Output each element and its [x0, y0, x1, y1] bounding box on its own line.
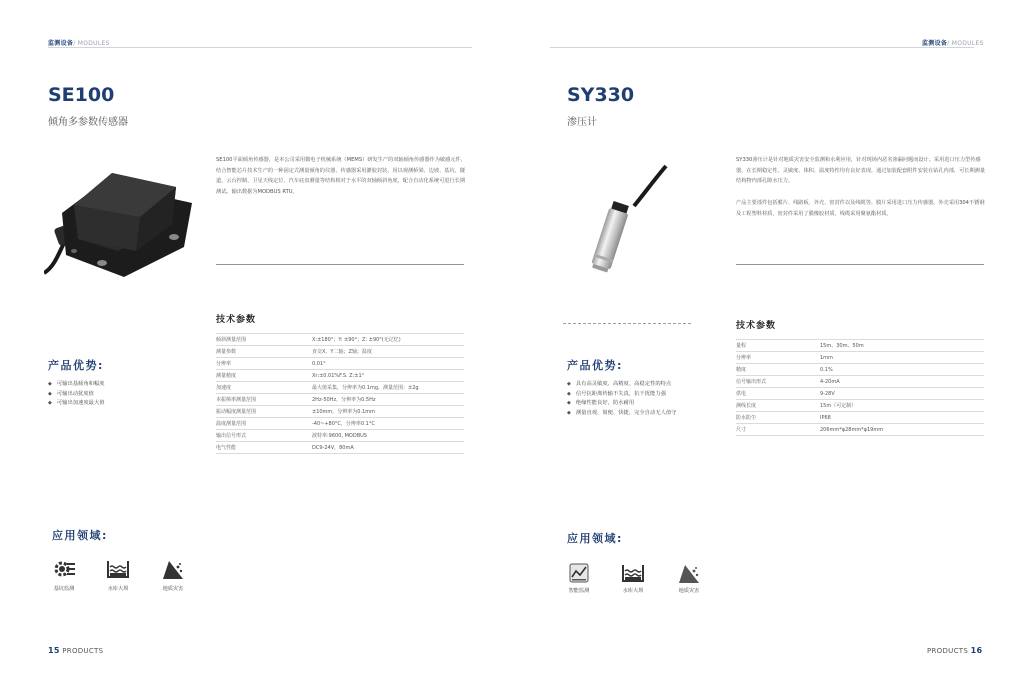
- spec-value: 15m、30m、50m: [820, 343, 864, 349]
- app-label: 地质灾害: [678, 588, 700, 594]
- app-label: 地质灾害: [162, 586, 184, 592]
- list-item: ◆ 可输出加速度最大值: [48, 399, 105, 409]
- dashed-divider: [563, 323, 691, 324]
- spec-value: 1mm: [820, 354, 833, 361]
- right-product-title: SY330: [567, 84, 635, 106]
- table-row: [736, 364, 984, 376]
- table-row: [216, 370, 464, 382]
- spec-label: 测量参数: [216, 349, 237, 355]
- left-spec-table: [216, 333, 464, 454]
- right-footer-word: PRODUCTS: [927, 647, 969, 655]
- left-advantages-list: [48, 380, 105, 409]
- spec-value: ±10mm，分辨率为0.1mm: [312, 409, 375, 415]
- spec-value: IP68: [820, 414, 831, 421]
- spec-value: 0.1%: [820, 366, 833, 373]
- right-header-strong: 监测设备: [922, 40, 948, 47]
- spec-value: -40~+80°C，分辨率0.1°C: [312, 421, 375, 427]
- right-applications-title: 应用领域:: [567, 532, 623, 545]
- left-description: SE100平面倾角传感器，是本公司采用微电子机械系统（MEMS）研发生产的双轴倾角传感器作为敏感元件，结合智能芯片技术生产的一种固定式测量倾角的仪器，传感器采用灌胶封装，用以观测桥梁、边坡、基坑、隧道、云台控制、卫星天线定位、汽车底盘测量等结构相对于水平的双轴倾斜角度，配合自动化系统可进行长期测试。输出数据为MODBUS RTU。: [216, 157, 466, 195]
- left-page-number: 15: [48, 646, 60, 655]
- table-row: [216, 358, 464, 370]
- right-spec-table: [736, 339, 984, 436]
- right-advantages-list: [567, 380, 677, 418]
- left-applications-title: 应用领域:: [52, 529, 108, 542]
- table-row: [216, 382, 464, 394]
- list-item: ◆ 具有高灵敏度、高精度、高稳定性的特点: [567, 380, 677, 390]
- spec-label: 尺寸: [736, 427, 747, 433]
- spec-label: 温度测量范围: [216, 421, 247, 427]
- spec-label: 加速度: [216, 385, 232, 391]
- app-label: 水库大坝: [107, 586, 129, 592]
- left-specs-title: 技术参数: [216, 315, 257, 325]
- table-row: [216, 394, 464, 406]
- spec-value: 206mm*φ28mm*φ19mm: [820, 426, 884, 433]
- right-description-2: 产品主要部件包括膜片、线路板、外壳、密封件以及线缆等。膜片采用进口压力传感器，外壳采用304不锈钢及工程塑料材质，密封件采用了膜橡胶材质，线缆采用聚氨酯材质。: [736, 200, 985, 217]
- spec-label: 倾斜测量范围: [216, 337, 247, 343]
- left-desc-separator: [216, 264, 464, 265]
- list-item: ◆ 绝缘性能良好，防水耐用: [567, 399, 677, 409]
- table-row: [736, 400, 984, 412]
- spec-label: 分辨率: [216, 361, 232, 367]
- right-header-rule: [550, 47, 974, 48]
- spec-label: 本振频率测量范围: [216, 397, 257, 403]
- table-row: [216, 334, 464, 346]
- right-desc-separator: [736, 264, 984, 265]
- table-row: [736, 352, 984, 364]
- spec-label: 量程: [736, 343, 747, 349]
- reservoir-dam-icon: [106, 557, 130, 581]
- table-row: [736, 376, 984, 388]
- spec-label: 供电: [736, 391, 747, 397]
- landslide-icon: [161, 557, 185, 581]
- right-product-subtitle: 渗压计: [567, 117, 597, 128]
- table-row: [216, 430, 464, 442]
- right-advantages-title: 产品优势:: [567, 359, 623, 372]
- left-header: [48, 38, 110, 47]
- landslide-icon: [677, 561, 701, 585]
- table-row: [736, 412, 984, 424]
- left-header-strong: 监测设备: [48, 40, 74, 47]
- spec-value: DC9-24V，80mA: [312, 445, 354, 451]
- app-label: 水库大坝: [622, 588, 644, 594]
- spec-value: 4-20mA: [820, 378, 840, 385]
- right-page-number: 16: [970, 646, 983, 655]
- list-item: ◆ 可输出基倾角和幅度: [48, 380, 105, 390]
- spec-label: 振动幅度测量范围: [216, 409, 257, 415]
- left-header-rule: [48, 47, 472, 48]
- spec-label: 精度: [736, 367, 747, 373]
- left-advantages-title: 产品优势:: [48, 359, 104, 372]
- spec-label: 防水防尘: [736, 415, 757, 421]
- table-row: [216, 406, 464, 418]
- spec-label: 信号输出形式: [736, 379, 767, 385]
- list-item: ◆ 可输出动扰度值: [48, 390, 105, 400]
- spec-label: 电气性能: [216, 445, 237, 451]
- table-row: [216, 346, 464, 358]
- spec-value: 0.01°: [312, 360, 326, 367]
- right-description-1: SY330渗压计是针对地质灾害安全监测和水利应用，针对现场内恶劣渗漏问题而设计。采用进口压力型传感器，在长期稳定性、灵敏度、体积、温度特性均有良好表现。通过加装配套附件安装在钻孔内部，可长期测量结构物内部孔隙水压力。: [736, 157, 986, 185]
- spec-label: 测量精度: [216, 373, 237, 379]
- spec-value: 2Hz-50Hz，分辨率为0.5Hz: [312, 397, 376, 403]
- gear-icon: [52, 557, 76, 581]
- sy330-product-image: [582, 160, 672, 280]
- app-label: 基坑监测: [53, 586, 75, 592]
- spec-value: 15m（可定制）: [820, 403, 857, 409]
- left-footer: [48, 646, 103, 655]
- table-row: [216, 442, 464, 454]
- reservoir-dam-icon: [621, 561, 645, 585]
- left-product-title: SE100: [48, 84, 115, 106]
- table-row: [216, 418, 464, 430]
- left-footer-word: PRODUCTS: [62, 647, 104, 655]
- left-product-subtitle: 倾角多参数传感器: [48, 117, 128, 128]
- left-header-rest: / MODULES: [73, 40, 110, 47]
- app-label: 智能监测: [568, 588, 590, 594]
- table-row: [736, 340, 984, 352]
- right-header-rest: / MODULES: [947, 40, 984, 47]
- spec-value: Xr:±0.01%F.S. Z:±1°: [312, 372, 365, 379]
- list-item: ◆ 信号抗距离传输不失真，抗干扰能力强: [567, 390, 677, 400]
- spec-label: 输出信号形式: [216, 433, 247, 439]
- spec-label: 分辨率: [736, 355, 752, 361]
- right-footer: [927, 646, 982, 655]
- spec-value: 最大值采集，分辨率为0.1mg，测量范围：±2g: [312, 385, 419, 391]
- spec-label: 测线长度: [736, 403, 757, 409]
- spec-value: 直交X、Y二轴；Z轴；温度: [312, 349, 372, 355]
- spec-value: 波特率:9600, MODBUS: [312, 433, 367, 439]
- list-item: ◆ 测量直观、简便、快捷，完全自动无人值守: [567, 409, 677, 419]
- spec-value: X:±180°；Y: ±90°；Z: ±90°(无记忆): [312, 337, 401, 343]
- table-row: [736, 388, 984, 400]
- table-row: [736, 424, 984, 436]
- smart-monitoring-icon: [567, 561, 591, 585]
- se100-product-image: [44, 155, 194, 280]
- right-header: [922, 38, 984, 47]
- right-specs-title: 技术参数: [736, 321, 777, 331]
- spec-value: 9-28V: [820, 390, 835, 397]
